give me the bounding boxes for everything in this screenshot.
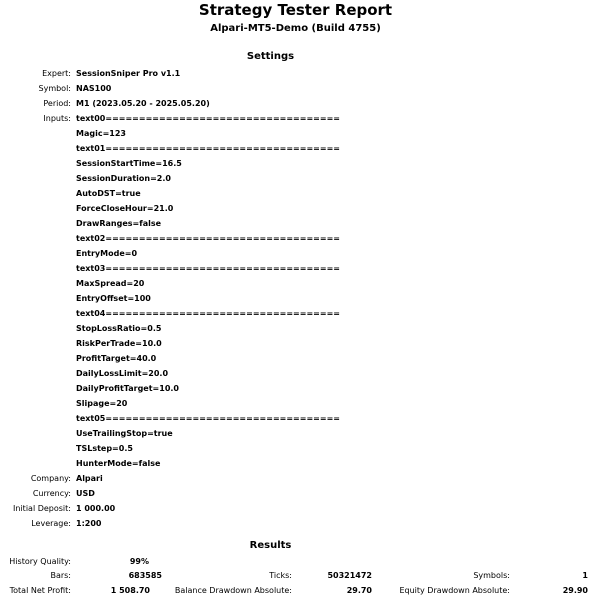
expert-value: SessionSniper Pro v1.1 — [76, 69, 181, 78]
currency-value: USD — [76, 489, 95, 498]
report-subtitle: Alpari-MT5-Demo (Build 4755) — [210, 23, 381, 34]
results-heading: Results — [249, 540, 292, 551]
settings-heading: Settings — [246, 51, 295, 62]
input-param: MaxSpread=20 — [76, 279, 145, 288]
currency-label: Currency: — [32, 489, 71, 498]
input-param: SessionDuration=2.0 — [76, 174, 171, 183]
input-param: text05=================================== — [76, 414, 340, 423]
input-param: HunterMode=false — [76, 459, 161, 468]
input-param: ForceCloseHour=21.0 — [76, 204, 174, 213]
symbol-label: Symbol: — [38, 84, 71, 93]
net-profit-row — [0, 584, 591, 598]
deposit-label: Initial Deposit: — [13, 504, 71, 513]
company-value: Alpari — [76, 474, 103, 483]
symbol-value: NAS100 — [76, 84, 112, 93]
input-param: RiskPerTrade=10.0 — [76, 339, 162, 348]
period-value: M1 (2023.05.20 - 2025.05.20) — [76, 99, 210, 108]
period-label: Period: — [43, 99, 71, 108]
leverage-value: 1:200 — [76, 519, 102, 528]
bars-value: 683585 — [128, 571, 162, 580]
ticks-label: Ticks: — [269, 571, 292, 580]
equity-drawdown-label: Equity Drawdown Absolute: — [399, 586, 510, 595]
input-param: SessionStartTime=16.5 — [76, 159, 182, 168]
input-param: EntryMode=0 — [76, 249, 138, 258]
expert-label: Expert: — [42, 69, 71, 78]
input-param: text01=================================== — [76, 144, 340, 153]
history-quality-row — [0, 555, 591, 569]
input-param: text03=================================== — [76, 264, 340, 273]
equity-drawdown-value: 29.90 — [562, 586, 588, 595]
input-param: text00=================================== — [76, 114, 340, 123]
input-param: TSLstep=0.5 — [76, 444, 133, 453]
balance-drawdown-value: 29.70 — [346, 586, 372, 595]
input-param: DailyProfitTarget=10.0 — [76, 384, 179, 393]
input-param: EntryOffset=100 — [76, 294, 151, 303]
input-param: Slipage=20 — [76, 399, 128, 408]
report-title: Strategy Tester Report — [198, 1, 393, 19]
input-param: Magic=123 — [76, 129, 126, 138]
input-param: UseTrailingStop=true — [76, 429, 173, 438]
symbols-value: 1 — [582, 571, 588, 580]
leverage-label: Leverage: — [31, 519, 71, 528]
input-param: text02=================================== — [76, 234, 340, 243]
company-label: Company: — [30, 474, 71, 483]
history-quality-value: 99% — [129, 557, 149, 566]
net-profit-value: 1 508.70 — [110, 586, 150, 595]
input-param: StopLossRatio=0.5 — [76, 324, 162, 333]
net-profit-label: Total Net Profit: — [9, 586, 71, 595]
input-param: text04=================================== — [76, 309, 340, 318]
balance-drawdown-label: Balance Drawdown Absolute: — [174, 586, 292, 595]
ticks-value: 50321472 — [327, 571, 372, 580]
bars-label: Bars: — [50, 571, 71, 580]
input-param: DailyLossLimit=20.0 — [76, 369, 169, 378]
bars-ticks-row — [0, 569, 591, 583]
input-param: DrawRanges=false — [76, 219, 162, 228]
history-quality-label: History Quality: — [9, 557, 71, 566]
input-param: ProfitTarget=40.0 — [76, 354, 157, 363]
symbols-label: Symbols: — [473, 571, 510, 580]
input-param: AutoDST=true — [76, 189, 141, 198]
inputs-label: Inputs: — [43, 114, 71, 123]
deposit-value: 1 000.00 — [76, 504, 116, 513]
